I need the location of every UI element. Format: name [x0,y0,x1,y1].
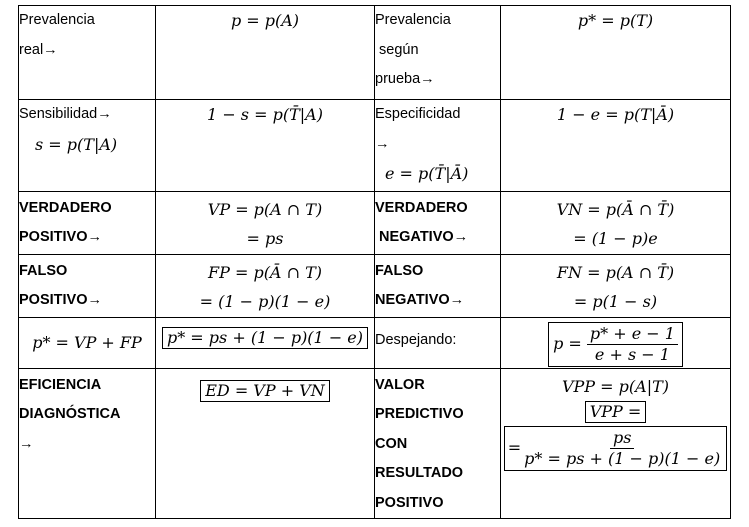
probability-formulas-table [18,5,731,519]
false-positive-label: FALSO POSITIVO→ [19,254,156,317]
test-prevalence-expanded-formula: p* = ps + (1 − p)(1 − e) [156,317,375,368]
true-negative-label: VERDADERO NEGATIVO→ [375,191,501,254]
false-negative-formula: FN = p(A ∩ T̄) = p(1 − s) [501,254,731,317]
true-positive-formula: VP = p(A ∩ T) = ps [156,191,375,254]
sensitivity-complement-formula: 1 − s = p(T̄|A) [156,100,375,192]
row-prevalence [19,6,731,100]
diagnostic-efficiency-label: EFICIENCIA DIAGNÓSTICA → [19,368,156,519]
solving-label: Despejando: [375,317,501,368]
test-prevalence-sum-formula: p* = VP + FP [19,317,156,368]
true-positive-label: VERDADERO POSITIVO→ [19,191,156,254]
diagnostic-efficiency-formula: ED = VP + VN [156,368,375,519]
true-negative-formula: VN = p(Ā ∩ T̄) = (1 − p)e [501,191,731,254]
prevalence-real-formula: p = p(A) [156,6,375,100]
row-true-outcomes [19,191,731,254]
false-positive-formula: FP = p(Ā ∩ T) = (1 − p)(1 − e) [156,254,375,317]
row-efficiency-predictive [19,368,731,519]
positive-predictive-value-label: VALOR PREDICTIVO CON RESULTADO POSITIVO [375,368,501,519]
solved-prevalence-formula: p = $\frac{p* + e - 1}{e + s - 1}$ [501,317,731,368]
false-negative-label: FALSO NEGATIVO→ [375,254,501,317]
positive-predictive-value-formula: VPP = p(A|T) VPP = = $\frac{ps}{p* = ps + (1 - p)(1 - e)}$ [501,368,731,519]
specificity-label: Especificidad → e = p(T̄|Ā) [375,100,501,192]
prevalence-test-formula: p* = p(T) [501,6,731,100]
row-false-outcomes [19,254,731,317]
sensitivity-label: Sensibilidad→ s = p(T|A) [19,100,156,192]
prevalence-test-label: Prevalencia según prueba→ [375,6,501,100]
specificity-complement-formula: 1 − e = p(T|Ā) [501,100,731,192]
row-test-prevalence [19,317,731,368]
row-sensitivity [19,100,731,192]
prevalence-real-label: Prevalencia real→ [19,6,156,100]
